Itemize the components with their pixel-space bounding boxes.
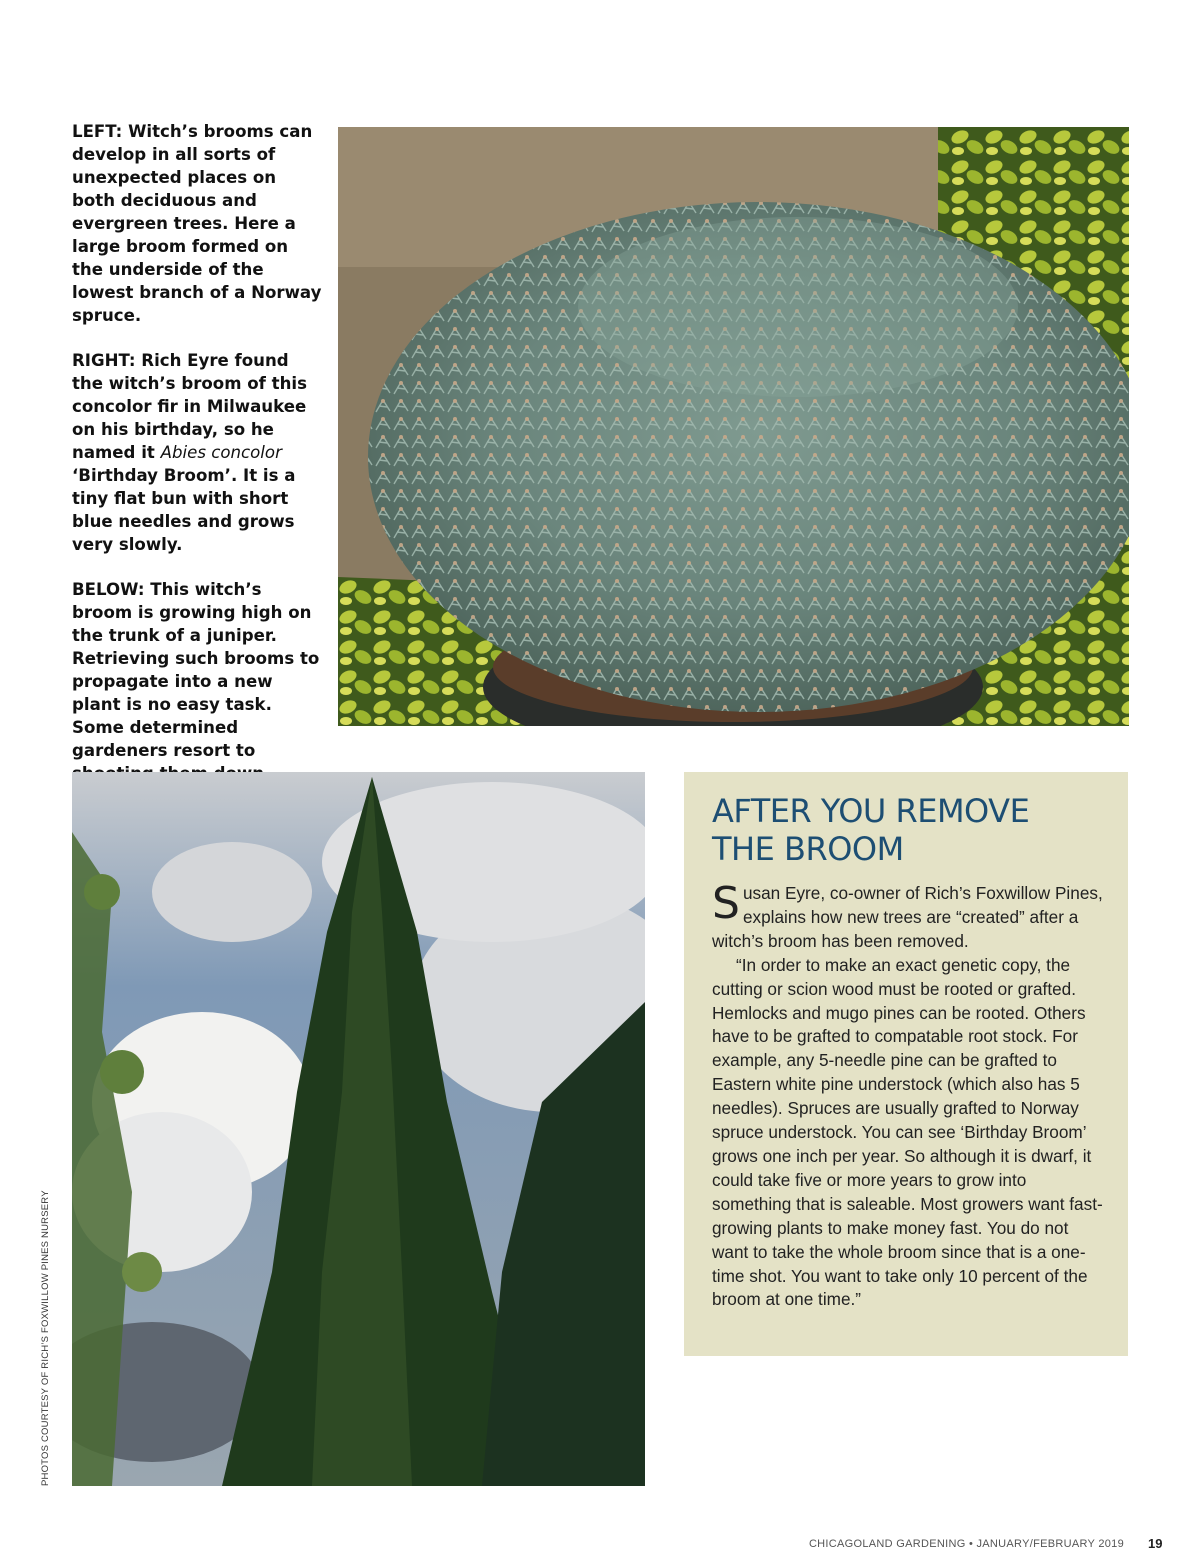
caption-below: BELOW: This witch’s broom is growing high on the trunk of a juniper. Retrieving such brooms to propagate into a new plant is no easy task. Some determined gardeners resort to — [72, 580, 320, 760]
photo-captions — [72, 120, 322, 807]
page-footer — [809, 1538, 1124, 1550]
caption-left: LEFT: Witch’s brooms can develop in all sorts of unexpected places on both deciduous and evergreen trees. Here a large broom formed on the underside of the lowest branch of a Norway spruce. — [72, 122, 322, 325]
issue-date: JANUARY/FEBRUARY 2019 — [976, 1538, 1124, 1550]
fir-bun-photo — [338, 127, 1129, 726]
page-number: 19 — [1148, 1536, 1163, 1551]
caption-right: RIGHT: Rich Eyre found the witch’s broom of this concolor fir in Milwaukee on his birthday, so he named it Abies concolor ‘Birthday Broom’. It is a tiny flat bun with short blue needles and grows very slowly. — [72, 351, 307, 554]
publication-name: CHICAGOLAND GARDENING — [808, 1538, 966, 1550]
juniper-tree-photo — [72, 772, 645, 1486]
drop-cap: S — [712, 878, 740, 929]
photo-credit: PHOTOS COURTESY OF RICH’S FOXWILLOW PINES NURSERY — [40, 1190, 51, 1486]
sidebar-body — [712, 878, 1108, 1312]
sidebar-paragraph-1: Susan Eyre, co-owner of Rich’s Foxwillow Pines, explains how new trees are “created” after a witch’s broom has been removed. — [712, 878, 1103, 951]
sidebar-paragraph-2: “In order to make an exact genetic copy, the cutting or scion wood must be rooted or grafted. Hemlocks and mugo pines can be rooted. Others have to be grafted to compatable root stock. For example, any 5-needle pine can be grafted to Eastern white pine understock (which also has 5 needles). Spruces are usually grafted to Norway spruce understock. You can see ‘Birthday Broom’ grows one inch per year. So although it is dwarf, it could take five or more years to grow into something that is saleable. Most growers want fast-growing plants to make money fast. You do not want to take the whole broom since that is a one-time shot. You want to take only 10 percent of the broom at one time.” — [712, 954, 1103, 1310]
sidebar-box — [684, 772, 1128, 1356]
sidebar-title: AFTER YOU REMOVE THE BROOM — [712, 792, 1030, 868]
footer-separator: • — [968, 1538, 974, 1550]
